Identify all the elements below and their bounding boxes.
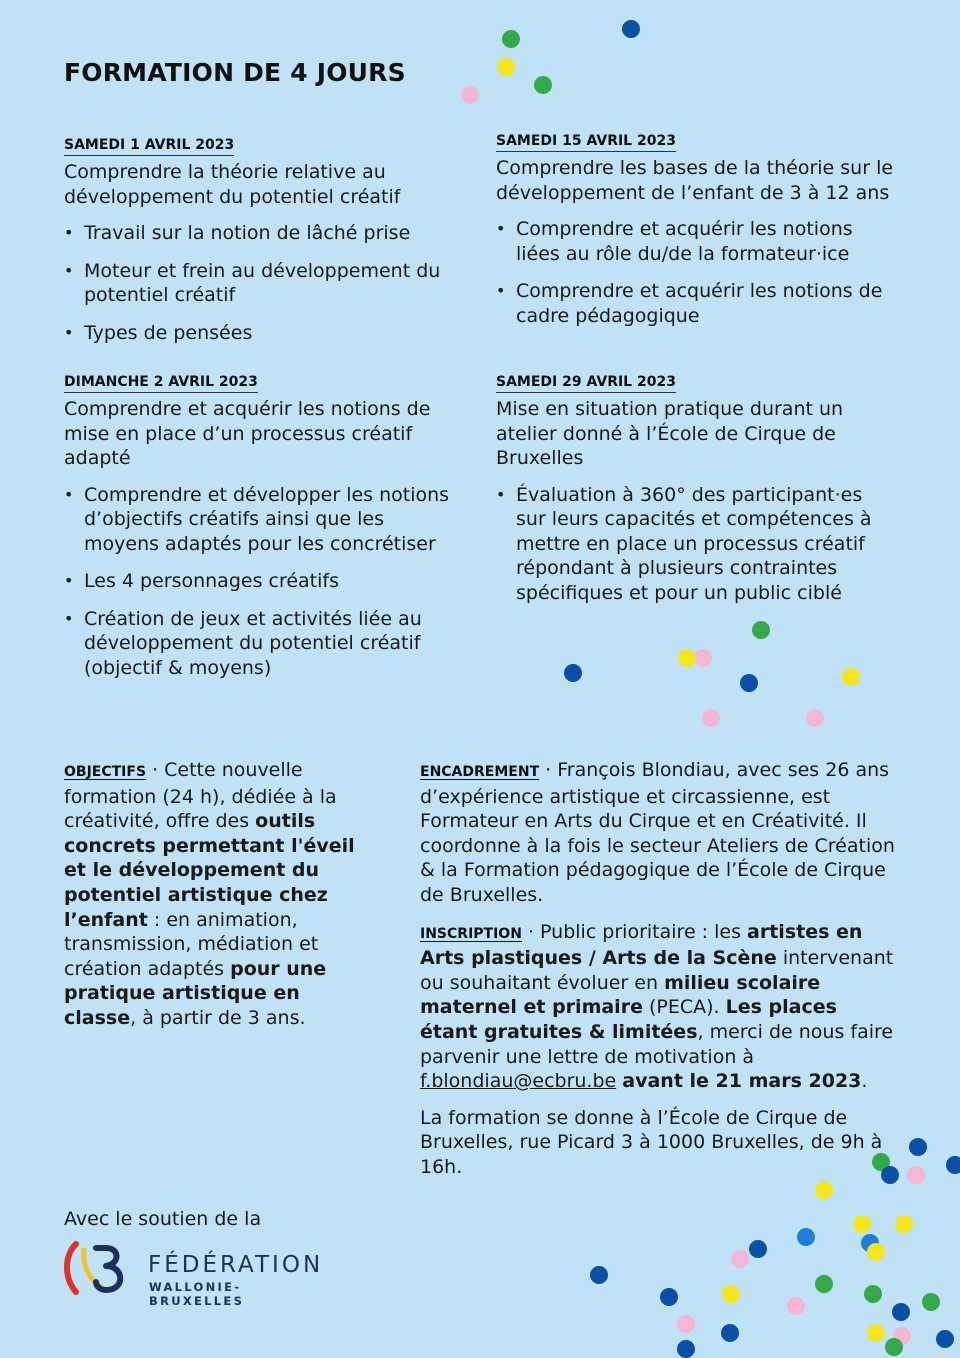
confetti-dot	[885, 1338, 903, 1356]
objectifs-section	[64, 758, 374, 1043]
text-span: .	[861, 1070, 868, 1093]
list-item: • Types de pensées	[64, 321, 464, 346]
logo-subtitle: WALLONIE-BRUXELLES	[149, 1280, 245, 1308]
day-2	[64, 371, 464, 693]
confetti-dot	[502, 30, 520, 48]
soutien-text: Avec le soutien de la	[64, 1208, 262, 1230]
confetti-dot	[946, 1156, 960, 1174]
logo-name: FÉDÉRATION	[148, 1252, 324, 1278]
right-info-section	[420, 758, 898, 1192]
confetti-dot	[895, 1215, 913, 1233]
confetti-dot	[622, 20, 640, 38]
email-link[interactable]: f.blondiau@ecbru.be	[420, 1070, 617, 1093]
list-item: • Les 4 personnages créatifs	[64, 569, 464, 594]
list-item: • Comprendre et acquérir les notions liées au rôle du/de la formateur·ice	[496, 217, 896, 266]
confetti-dot	[660, 1288, 678, 1306]
text-span: , à partir de 3 ans.	[130, 1006, 306, 1029]
confetti-dot	[787, 1297, 805, 1315]
federation-logo	[62, 1238, 324, 1308]
confetti-dot	[722, 1285, 740, 1303]
day-3-intro: Comprendre les bases de la théorie sur le développement de l’enfant de 3 à 12 ans	[496, 157, 894, 204]
text-span: · Cette nouvelle formation (24 h), dédiée à la créativité, offre des	[64, 759, 337, 833]
confetti-dot	[677, 1340, 695, 1358]
confetti-dot	[497, 58, 515, 76]
day-4-heading: SAMEDI 29 AVRIL 2023	[496, 374, 676, 393]
confetti-dot	[731, 1250, 749, 1268]
list-item: • Comprendre et acquérir les notions de cadre pédagogique	[496, 279, 896, 328]
list-item: • Moteur et frein au développement du potentiel créatif	[64, 259, 464, 308]
confetti-dot	[907, 1166, 925, 1184]
encadrement-label: ENCADREMENT	[420, 764, 540, 780]
text-span: (PECA).	[642, 996, 726, 1019]
confetti-dot	[881, 1166, 899, 1184]
confetti-dot	[892, 1303, 910, 1321]
inscription-label: INSCRIPTION	[420, 925, 522, 942]
list-item: • Création de jeux et activités liée au développement du potentiel créatif (objectif & moyens)	[64, 607, 464, 681]
text-span: intervenant ou souhaitant évoluer en	[420, 947, 894, 994]
page-title: FORMATION DE 4 JOURS	[64, 58, 406, 87]
day-4-intro: Mise en situation pratique durant un atelier donné à l’École de Cirque de Bruxelles	[496, 398, 844, 469]
day-1-heading: SAMEDI 1 AVRIL 2023	[64, 137, 234, 156]
bold-span: outils concrets permettant l'éveil et le développement du potentiel artistique chez l’enfant	[64, 810, 355, 931]
confetti-dot	[721, 1324, 739, 1342]
inscription-text	[420, 920, 898, 1094]
day-1	[64, 134, 464, 358]
confetti-dot	[815, 1275, 833, 1293]
confetti-dot	[564, 664, 582, 682]
confetti-dot	[853, 1215, 871, 1233]
bold-span: Les places étant gratuites & limitées	[420, 996, 837, 1043]
day-2-list	[64, 483, 464, 681]
objectifs-text	[64, 758, 374, 1031]
day-1-list	[64, 221, 464, 345]
confetti-dot	[815, 1181, 833, 1199]
confetti-dot	[461, 86, 479, 104]
confetti-dot	[936, 1330, 954, 1348]
confetti-dot	[534, 76, 552, 94]
lieu-text: La formation se donne à l’École de Cirque de Bruxelles, rue Picard 3 à 1000 Bruxelles, de 9h à 16h.	[420, 1106, 883, 1178]
bold-span: pour une pratique artistique en classe	[64, 957, 327, 1029]
bold-span: milieu scolaire maternel et primaire	[420, 971, 821, 1019]
day-4	[496, 371, 896, 618]
day-1-intro: Comprendre la théorie relative au développement du potentiel créatif	[64, 161, 401, 208]
confetti-dot	[806, 709, 824, 727]
confetti-dot	[694, 649, 712, 667]
confetti-dot	[752, 621, 770, 639]
confetti-dot	[867, 1243, 885, 1261]
confetti-dot	[749, 1240, 767, 1258]
confetti-dot	[842, 668, 860, 686]
confetti-dot	[677, 1315, 695, 1333]
bold-span: avant le 21 mars 2023	[622, 1070, 862, 1093]
confetti-dot	[922, 1293, 940, 1311]
day-3-list	[496, 217, 896, 328]
confetti-dot	[678, 649, 696, 667]
confetti-dot	[909, 1138, 927, 1156]
bold-span: artistes en Arts plastiques / Arts de la Scène	[420, 920, 863, 970]
list-item: • Comprendre et développer les notions d’objectifs créatifs ainsi que les moyens adaptés pour les concrétiser	[64, 483, 464, 557]
wb-logo-mark-icon	[62, 1238, 138, 1298]
encadrement-text	[420, 758, 898, 908]
confetti-dot	[797, 1228, 815, 1246]
confetti-dot	[864, 1285, 882, 1303]
list-item: • Évaluation à 360° des participant·es sur leurs capacités et compétences à mettre en place un processus créatif répondant à plusieurs contraintes spécifiques et pour un public ciblé	[496, 483, 896, 606]
text-span: , merci de nous faire parvenir une lettre de motivation à	[420, 1020, 894, 1068]
confetti-dot	[590, 1266, 608, 1284]
day-2-intro: Comprendre et acquérir les notions de mise en place d’un processus créatif adapté	[64, 398, 431, 469]
confetti-dot	[702, 709, 720, 727]
list-item: • Travail sur la notion de lâché prise	[64, 221, 464, 246]
day-3	[496, 130, 896, 341]
objectifs-label: OBJECTIFS	[64, 764, 147, 780]
text-span: : en animation, transmission, médiation et création adaptés	[64, 908, 319, 980]
text-span: · Public prioritaire : les	[521, 920, 748, 943]
confetti-dot	[867, 1324, 885, 1342]
text-span: · François Blondiau, avec ses 26 ans d’expérience artistique et circassienne, est Formateur en Arts du Cirque et en Créativité. Il coordonne à la fois le secteur Ateliers de Création & la Formation pédagogique de l’École de Cirque de Bruxelles.	[420, 759, 895, 906]
day-2-heading: DIMANCHE 2 AVRIL 2023	[64, 374, 258, 393]
day-3-heading: SAMEDI 15 AVRIL 2023	[496, 133, 676, 152]
day-4-list	[496, 483, 896, 606]
confetti-dot	[740, 674, 758, 692]
